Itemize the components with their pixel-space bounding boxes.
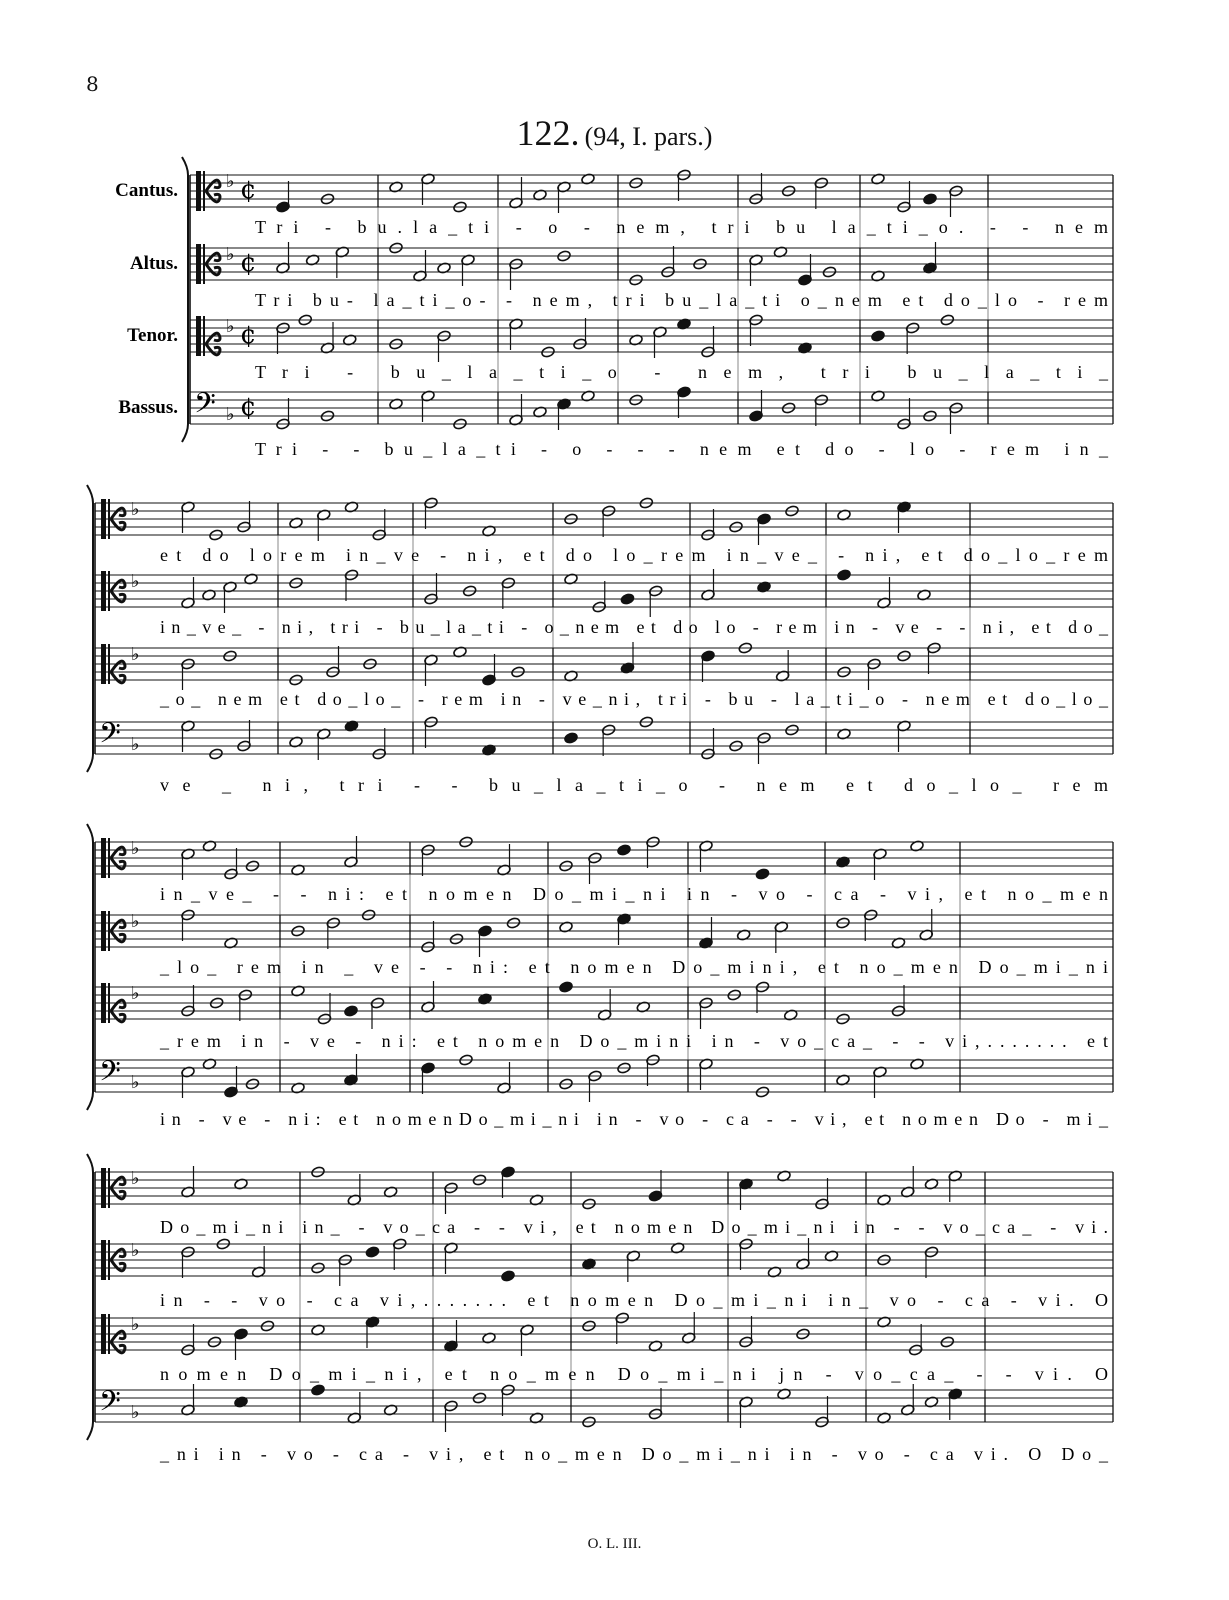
c-clef-icon [108,1240,110,1280]
c-clef-icon [101,1240,106,1280]
c-clef-icon [111,931,125,942]
c-clef-icon [108,644,110,684]
flat-icon: ♭ [131,1240,140,1261]
c-clef-icon [111,847,125,858]
cut-time-icon: ¢ [240,320,257,350]
page-number: 8 [86,72,99,96]
flat-icon: ♭ [226,316,235,337]
note-head [365,1246,380,1258]
note-head [617,844,632,856]
lyric-line: Tri - bu_la_ti_o - nem, tri bu_la_ti_ [255,362,1108,382]
c-clef-icon [203,316,205,356]
c-clef-icon [108,1168,110,1208]
note-head [311,1384,326,1396]
flat-icon: ♭ [131,1402,140,1423]
voice-label-altus: Altus. [129,253,178,274]
c-clef-icon [108,911,110,951]
page-footer: O. L. III. [587,1536,642,1552]
flat-icon: ♭ [226,171,235,192]
c-clef-icon [111,1331,125,1342]
c-clef-icon [111,661,125,672]
note-head [837,569,852,581]
c-clef-icon [111,591,125,602]
c-clef-icon [111,508,125,519]
lyric-line: Do_mi_ni in_ - vo_ca - - vi, et nomen Do_mi_ni in - - vo_ca_ - vi. [160,1217,1108,1237]
bass-clef-icon: 𝄢 [99,717,121,757]
c-clef-icon [196,316,201,356]
c-clef-icon [101,911,106,951]
note-head [501,1270,516,1282]
note-head [871,330,886,342]
lyric-line: _lo_ rem in _ ve - - ni: et nomen Do_mini, et no_men Do_mi_ni [160,957,1109,977]
note-head [755,868,770,880]
voice-label-bassus: Bassus. [118,397,178,418]
cut-time-icon: ¢ [240,392,257,422]
bass-clef-icon: 𝄢 [99,1385,121,1425]
bass-clef-icon: 𝄢 [194,387,216,427]
lyric-line: Tri - bu.la_ti - o - nem, tri bu la_ti_o. - - nem [255,217,1109,237]
c-clef-icon [111,1342,125,1353]
lyric-line: _ni in - vo - ca - vi, et no_men Do_mi_ni in - vo - ca vi. O Do_ [160,1444,1108,1464]
c-clef-icon [101,1168,106,1208]
lyric-line: in - ve - ni: et nomenDo_mi_ni in - vo - ca - - vi, et nomen Do - mi_ [160,1109,1109,1129]
flat-icon: ♭ [131,1168,140,1189]
system-bracket [87,1154,93,1440]
flat-icon: ♭ [131,1314,140,1335]
flat-icon: ♭ [131,571,140,592]
bass-clef-icon: 𝄢 [99,1055,121,1095]
flat-icon: ♭ [226,404,235,425]
c-clef-icon [206,191,220,202]
c-clef-icon [206,253,220,264]
c-clef-icon [108,1314,110,1354]
c-clef-icon [108,571,110,611]
c-clef-icon [111,519,125,530]
flat-icon: ♭ [131,499,140,520]
flat-icon: ♭ [131,983,140,1004]
c-clef-icon [111,1000,125,1011]
c-clef-icon [108,499,110,539]
c-clef-icon [111,1177,125,1188]
lyric-line: _o_ nem et do_lo_ - rem in - ve_ni, tri - bu - la_ti_o - nem et do_lo_ [160,689,1109,709]
flat-icon: ♭ [131,911,140,932]
c-clef-icon [101,644,106,684]
flat-icon: ♭ [131,644,140,665]
c-clef-icon [111,672,125,683]
c-clef-icon [101,983,106,1023]
voice-label-cantus: Cantus. [115,180,178,201]
system-bracket [87,824,93,1110]
c-clef-icon [206,180,220,191]
lyric-line: in_ve_ - ni, tri - bu_la_ti - o_nem et do lo - rem in - ve - - ni, et do_ [160,617,1109,637]
c-clef-icon [196,171,201,211]
c-clef-icon [101,1314,106,1354]
lyric-line: et do lorem in_ve - ni, et do lo_rem in_ve_ - ni, et do_lo_rem [160,545,1109,565]
c-clef-icon [206,264,220,275]
title-number: 122. [516,113,580,153]
note-head [923,193,938,205]
c-clef-icon [196,244,201,284]
system-bracket [87,485,93,772]
lyric-line: in_ve_ - - ni: et nomen Do_mi_ni in - vo - ca - vi, et no_men [160,884,1109,904]
cut-time-icon: ¢ [240,175,257,205]
title-subtitle: (94, I. pars.) [584,122,713,151]
lyric-line: nomen Do_mi_ni, et no_men Do_mi_ni jn - vo_ca_ - - vi. O [160,1364,1109,1384]
c-clef-icon [111,1249,125,1260]
c-clef-icon [111,1260,125,1271]
c-clef-icon [111,1011,125,1022]
lyric-line: _rem in - ve - ni: et nomen Do_mini in - vo_ca_ - - vi,....... et [160,1031,1108,1051]
system-bracket [182,157,188,442]
c-clef-icon [111,858,125,869]
c-clef-icon [206,344,220,355]
lyric-line: in - - vo - ca vi,....... et nomen Do_mi_ni in_ vo - ca - vi. O [160,1290,1108,1310]
note-head [620,593,635,605]
c-clef-icon [203,244,205,284]
c-clef-icon [111,1188,125,1199]
lyric-line: ve _ ni, tri - - bu_la_ti_o - nem et do_lo_ rem [160,775,1108,795]
note-head [559,981,574,993]
note-head [564,732,579,744]
lyric-line: Tri bu- la_ti_o- - nem, tri bu_la_ti o_nem et do_lo - rem [255,290,1109,310]
c-clef-icon [111,580,125,591]
voice-label-tenor: Tenor. [127,325,178,346]
c-clef-icon [111,920,125,931]
c-clef-icon [101,838,106,878]
c-clef-icon [101,571,106,611]
flat-icon: ♭ [131,838,140,859]
c-clef-icon [206,333,220,344]
c-clef-icon [203,171,205,211]
note-head [344,1005,359,1017]
c-clef-icon [108,983,110,1023]
flat-icon: ♭ [131,734,140,755]
c-clef-icon [101,499,106,539]
lyric-line: Tri - - bu_la_ti - o - - - nem et do - lo - rem in_ [255,439,1108,459]
flat-icon: ♭ [226,244,235,265]
flat-icon: ♭ [131,1072,140,1093]
cut-time-icon: ¢ [240,248,257,278]
c-clef-icon [108,838,110,878]
